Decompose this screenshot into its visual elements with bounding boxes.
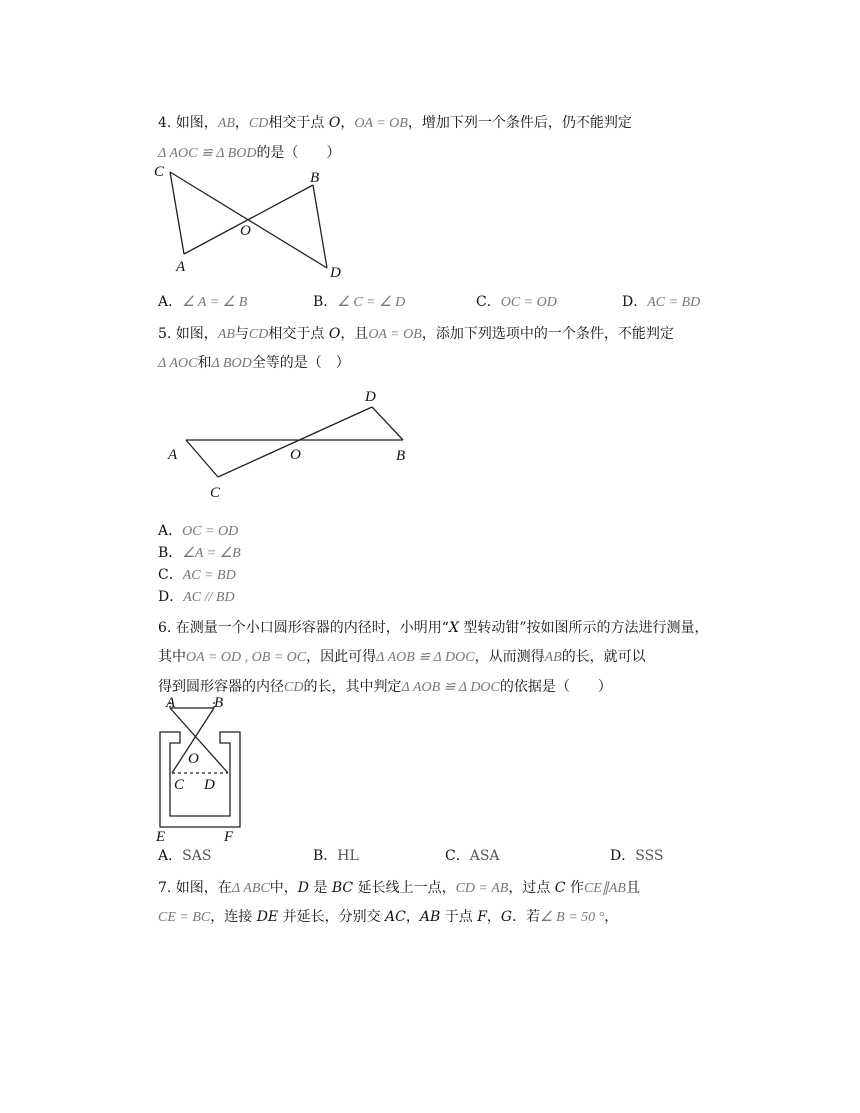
q5-figure — [160, 385, 420, 505]
q4-option-a[interactable]: A．∠ A = ∠ B — [158, 294, 248, 310]
point-b-label: B — [310, 170, 320, 186]
q7-stem-line2: CE = BC，连接 DE 并延长，分别交 AC，AB 于点 F，G．若∠ B = 50 °， — [158, 909, 619, 925]
point-f-label: F — [224, 829, 234, 845]
q4-stem-line1: 4. 如图，AB，CD相交于点 O，OA = OB，增加下列一个条件后，仍不能判定 — [158, 115, 632, 131]
math-oa-ob: OA = OB — [354, 116, 408, 131]
segment-ab — [184, 185, 313, 254]
q6-option-d[interactable]: D．SSS — [610, 848, 664, 864]
point-c-label: C — [210, 485, 221, 501]
segment-bd — [313, 185, 327, 268]
q5-option-c[interactable]: C．AC = BD — [158, 567, 236, 583]
q4-option-c[interactable]: C．OC = OD — [476, 294, 557, 310]
q6-stem-line3: 得到圆形容器的内径CD的长，其中判定Δ AOB ≌ Δ DOC的依据是（ ） — [158, 679, 612, 695]
point-o-label: O — [188, 751, 199, 767]
segment-ac — [186, 440, 218, 477]
point-a-label: A — [176, 259, 186, 275]
segment-db — [372, 407, 403, 440]
point-d-label: D — [330, 265, 341, 281]
segment-ca — [170, 172, 184, 254]
point-o-label: O — [240, 223, 251, 239]
q4-figure — [150, 160, 350, 280]
math-congruence: Δ AOC ≌ Δ BOD — [158, 146, 257, 161]
q6-stem-line1: 6. 在测量一个小口圆形容器的内径时，小明用“X 型转动钳”按如图所示的方法进行测量， — [158, 620, 709, 636]
point-e-label: E — [156, 829, 166, 845]
point-b-label: B — [396, 448, 406, 464]
point-c-label: C — [154, 164, 165, 180]
q4-stem-line2: Δ AOC ≌ Δ BOD的是（ ） — [158, 145, 341, 161]
caliper-frame — [160, 732, 240, 827]
q6-option-b[interactable]: B．HL — [313, 848, 359, 864]
math-cd: CD — [248, 116, 269, 131]
q6-option-a[interactable]: A．SAS — [158, 848, 212, 864]
q4-option-b[interactable]: B．∠ C = ∠ D — [313, 294, 406, 310]
point-d-label: D — [204, 777, 215, 793]
point-d-label: D — [365, 389, 376, 405]
q6-figure — [150, 695, 250, 845]
q4-option-d[interactable]: D．AC = BD — [622, 294, 701, 310]
q6-stem-line2: 其中OA = OD , OB = OC，因此可得Δ AOB ≌ Δ DOC，从而测得AB的长，就可以 — [158, 649, 646, 665]
q7-stem-line1: 7. 如图，在Δ ABC中，D 是 BC 延长线上一点，CD = AB，过点 C 作CE∥AB且 — [158, 880, 640, 896]
q5-option-b[interactable]: B．∠A = ∠B — [158, 545, 241, 561]
segment-cd — [218, 407, 372, 477]
q5-stem-line1: 5. 如图，AB与CD相交于点 O，且OA = OB，添加下列选项中的一个条件，不能判定 — [158, 326, 674, 342]
point-c-label: C — [174, 777, 185, 793]
q5-option-a[interactable]: A．OC = OD — [158, 523, 239, 539]
q5-stem-line2: Δ AOC和Δ BOD全等的是（ ） — [158, 355, 350, 371]
q6-option-c[interactable]: C．ASA — [445, 848, 500, 864]
point-a-label: A — [168, 447, 178, 463]
point-o-label: O — [290, 447, 301, 463]
point-b-label: B — [214, 695, 224, 711]
math-ab: AB — [217, 116, 235, 131]
point-a-label: A — [166, 695, 176, 711]
q5-option-d[interactable]: D．AC // BD — [158, 589, 235, 605]
